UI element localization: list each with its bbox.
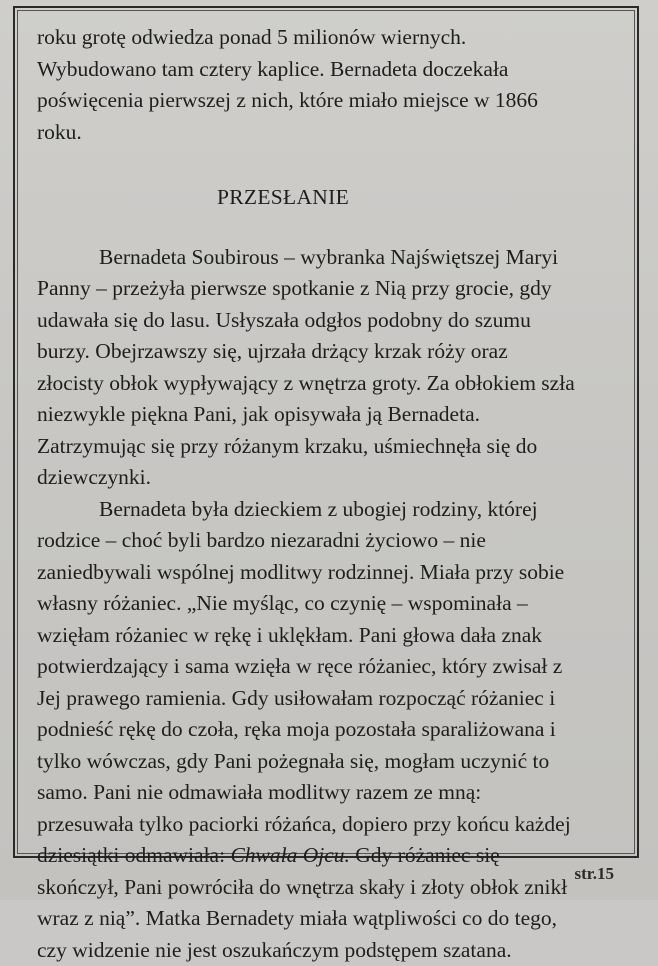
page-text [37,22,637,966]
text-line: Bernadeta Soubirous – wybranka Najświętszej Maryi [37,242,637,274]
text-span: Gdy różaniec się [350,843,500,867]
page-number: str.15 [574,864,614,884]
page-border [13,6,639,858]
text-line: roku. [37,117,637,149]
text-line: wzięłam różaniec w rękę i uklękłam. Pani głowa dała znak [37,620,637,652]
section-heading: PRZESŁANIE [37,182,637,214]
text-line: własny różaniec. „Nie myśląc, co czynię – wspominała – [37,588,637,620]
text-line: Panny – przeżyła pierwsze spotkanie z Nią przy grocie, gdy [37,273,637,305]
text-line: przesuwała tylko paciorki różańca, dopiero przy końcu każdej [37,809,637,841]
text-line: Zatrzymując się przy różanym krzaku, uśmiechnęła się do [37,431,637,463]
text-line: złocisty obłok wypływający z wnętrza groty. Za obłokiem szła [37,368,637,400]
text-line: udawała się do lasu. Usłyszała odgłos podobny do szumu [37,305,637,337]
text-line: wraz z nią”. Matka Bernadety miała wątpliwości co do tego, [37,903,637,935]
text-line: tylko wówczas, gdy Pani pożegnała się, mogłam uczynić to [37,746,637,778]
text-line: Bernadeta była dzieckiem z ubogiej rodziny, której [37,494,637,526]
text-span: dziesiątki odmawiała: [37,843,230,867]
text-line: dziewczynki. [37,462,637,494]
text-line: skończył, Pani powróciła do wnętrza skały i złoty obłok znikł [37,872,637,904]
text-line: poświęcenia pierwszej z nich, które miało miejsce w 1866 [37,85,637,117]
text-line: potwierdzający i sama wzięła w ręce różaniec, który zwisał z [37,651,637,683]
text-line: burzy. Obejrzawszy się, ujrzała drżący krzak róży oraz [37,336,637,368]
text-line: niezwykle piękna Pani, jak opisywała ją Bernadeta. [37,399,637,431]
text-line-with-italic [37,840,637,872]
text-line: czy widzenie nie jest oszukańczym podstępem szatana. [37,935,637,966]
text-line: podnieść rękę do czoła, ręka moja pozostała sparaliżowana i [37,714,637,746]
text-line: rodzice – choć byli bardzo niezaradni życiowo – nie [37,525,637,557]
text-line: roku grotę odwiedza ponad 5 milionów wiernych. [37,22,637,54]
text-line: Wybudowano tam cztery kaplice. Bernadeta doczekała [37,54,637,86]
italic-prayer-name: Chwała Ojcu. [230,843,349,867]
text-line: samo. Pani nie odmawiała modlitwy razem ze mną: [37,777,637,809]
text-line: Jej prawego ramienia. Gdy usiłowałam rozpocząć różaniec i [37,683,637,715]
text-line: zaniedbywali wspólnej modlitwy rodzinnej. Miała przy sobie [37,557,637,589]
